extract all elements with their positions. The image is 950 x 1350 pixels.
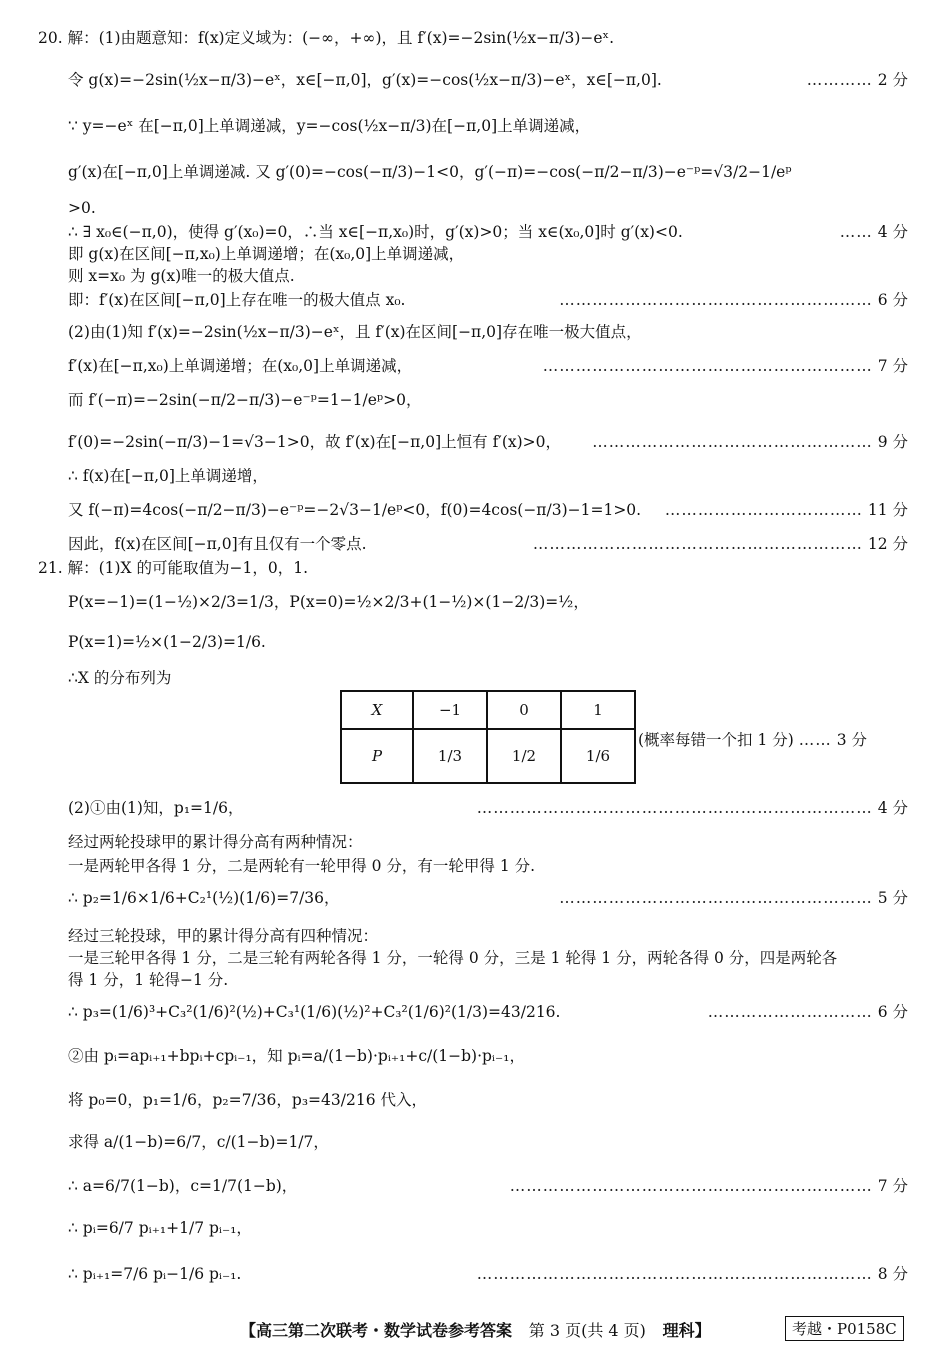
table-cell: P xyxy=(341,729,413,783)
q20-line: f′(0)=−2sin(−π/3)−1=√3−1>0，故 f′(x)在[−π,0]上恒有 f′(x)>0， xyxy=(68,433,562,451)
q20-line: ∴ ∃ x₀∈(−π,0)，使得 g′(x₀)=0，∴当 x∈[−π,x₀)时，g′(x)>0；当 x∈(x₀,0]时 g′(x)<0. xyxy=(68,223,683,241)
q21-line: 将 p₀=0，p₁=1/6，p₂=7/36，p₃=43/216 代入， xyxy=(68,1091,427,1109)
score-note: (概率每错一个扣 1 分) …… 3 分 xyxy=(638,731,867,749)
score-mark: …………………………………………… 9 分 xyxy=(592,433,908,451)
footer-title: 【高三第二次联考・数学试卷参考答案 xyxy=(240,1321,513,1340)
q21-line: ∴ a=6/7(1−b)，c=1/7(1−b)， xyxy=(68,1177,298,1195)
score-mark: …………………………………………………… 7 分 xyxy=(542,357,908,375)
score-mark: ……………………………………………………………… 8 分 xyxy=(476,1265,908,1283)
table-cell: −1 xyxy=(413,691,487,729)
table-cell: 1 xyxy=(561,691,635,729)
footer-page: 第 3 页(共 4 页) xyxy=(528,1321,646,1340)
q20-line: 即：f′(x)在区间[−π,0]上存在唯一的极大值点 x₀. xyxy=(68,291,406,309)
table-cell: 1/3 xyxy=(413,729,487,783)
q20-line: (2)由(1)知 f′(x)=−2sin(½x−π/3)−eˣ，且 f′(x)在区间[−π,0]存在唯一极大值点， xyxy=(68,323,642,341)
score-mark: ………………………………………………… 5 分 xyxy=(559,889,908,907)
q20-line: 令 g(x)=−2sin(½x−π/3)−eˣ，x∈[−π,0]，g′(x)=−cos(½x−π/3)−eˣ，x∈[−π,0]. xyxy=(68,71,662,89)
q21-line: ∴ pᵢ=6/7 pᵢ₊₁+1/7 pᵢ₋₁， xyxy=(68,1219,252,1237)
q21-line: ∴ p₂=1/6×1/6+C₂¹(½)(1/6)=7/36， xyxy=(68,889,340,907)
q21-line: 经过三轮投球，甲的累计得分高有四种情况： xyxy=(68,927,379,945)
q21-line: ②由 pᵢ=apᵢ₊₁+bpᵢ+cpᵢ₋₁，知 pᵢ=a/(1−b)·pᵢ₊₁+c/(1−b)·pᵢ₋₁， xyxy=(68,1047,525,1065)
q20-line: >0. xyxy=(68,199,96,217)
q20-line: g′(x)在[−π,0]上单调递减. 又 g′(0)=−cos(−π/3)−1<0，g′(−π)=−cos(−π/2−π/3)−e⁻ᵖ=√3/2−1/eᵖ xyxy=(68,163,792,181)
distribution-table xyxy=(340,690,636,784)
q20-line: 即 g(x)在区间[−π,x₀)上单调递增；在(x₀,0]上单调递减， xyxy=(68,245,465,263)
q21-line: (2)①由(1)知，p₁=1/6， xyxy=(68,799,244,817)
q20-line: f′(x)在[−π,x₀)上单调递增；在(x₀,0]上单调递减， xyxy=(68,357,413,375)
q20-line: 又 f(−π)=4cos(−π/2−π/3)−e⁻ᵖ=−2√3−1/eᵖ<0，f(0)=4cos(−π/3)−1=1>0. xyxy=(68,501,642,519)
q21-line: 得 1 分，1 轮得−1 分. xyxy=(68,971,229,989)
q21-line: ∴X 的分布列为 xyxy=(68,669,172,687)
table-cell: 1/6 xyxy=(561,729,635,783)
q20-line: ∵ y=−eˣ 在[−π,0]上单调递减，y=−cos(½x−π/3)在[−π,0]上单调递减， xyxy=(68,117,591,135)
q21-line: ∴ pᵢ₊₁=7/6 pᵢ−1/6 pᵢ₋₁. xyxy=(68,1265,242,1283)
score-mark: ……………………………………………………………… 4 分 xyxy=(476,799,908,817)
table-cell: X xyxy=(341,691,413,729)
exam-code: 考越・P0158C xyxy=(785,1316,904,1341)
q21-line: P(x=1)=½×(1−2/3)=1/6. xyxy=(68,633,266,651)
q20-line: 因此，f(x)在区间[−π,0]有且仅有一个零点. xyxy=(68,535,367,553)
q20-line: ∴ f(x)在[−π,0]上单调递增， xyxy=(68,467,268,485)
q21-line: 一是两轮甲各得 1 分，二是两轮有一轮甲得 0 分，有一轮甲得 1 分. xyxy=(68,857,536,875)
score-mark: …… 4 分 xyxy=(839,223,908,241)
table-cell: 0 xyxy=(487,691,561,729)
score-mark: ………………………………………………… 6 分 xyxy=(559,291,908,309)
page-footer xyxy=(240,1318,711,1341)
score-mark: ………………………… 6 分 xyxy=(707,1003,908,1021)
q21-line: 求得 a/(1−b)=6/7，c/(1−b)=1/7， xyxy=(68,1133,329,1151)
score-mark: ………… 2 分 xyxy=(806,71,908,89)
q21-line: P(x=−1)=(1−½)×2/3=1/3，P(x=0)=½×2/3+(1−½)×(1−2/3)=½， xyxy=(68,593,589,611)
q20-line: 20. 解：(1)由题意知：f(x)定义域为：(−∞，+∞)，且 f′(x)=−2sin(½x−π/3)−eˣ. xyxy=(38,29,615,47)
q21-line: 21. 解：(1)X 的可能取值为−1，0，1. xyxy=(38,559,308,577)
q20-line: 则 x=x₀ 为 g(x)唯一的极大值点. xyxy=(68,267,295,285)
score-mark: ……………………………… 11 分 xyxy=(664,501,908,519)
footer-subject: 理科】 xyxy=(662,1321,711,1340)
table-cell: 1/2 xyxy=(487,729,561,783)
score-mark: ………………………………………………………… 7 分 xyxy=(509,1177,908,1195)
q21-line: 一是三轮甲各得 1 分，二是三轮有两轮各得 1 分，一轮得 0 分，三是 1 轮得 1 分，两轮各得 0 分，四是两轮各 xyxy=(68,949,838,967)
q21-line: 经过两轮投球甲的累计得分高有两种情况： xyxy=(68,833,363,851)
q20-line: 而 f′(−π)=−2sin(−π/2−π/3)−e⁻ᵖ=1−1/eᵖ>0， xyxy=(68,391,422,409)
q21-line: ∴ p₃=(1/6)³+C₃²(1/6)²(½)+C₃¹(1/6)(½)²+C₃²(1/6)²(1/3)=43/216. xyxy=(68,1003,561,1021)
score-mark: …………………………………………………… 12 分 xyxy=(532,535,908,553)
